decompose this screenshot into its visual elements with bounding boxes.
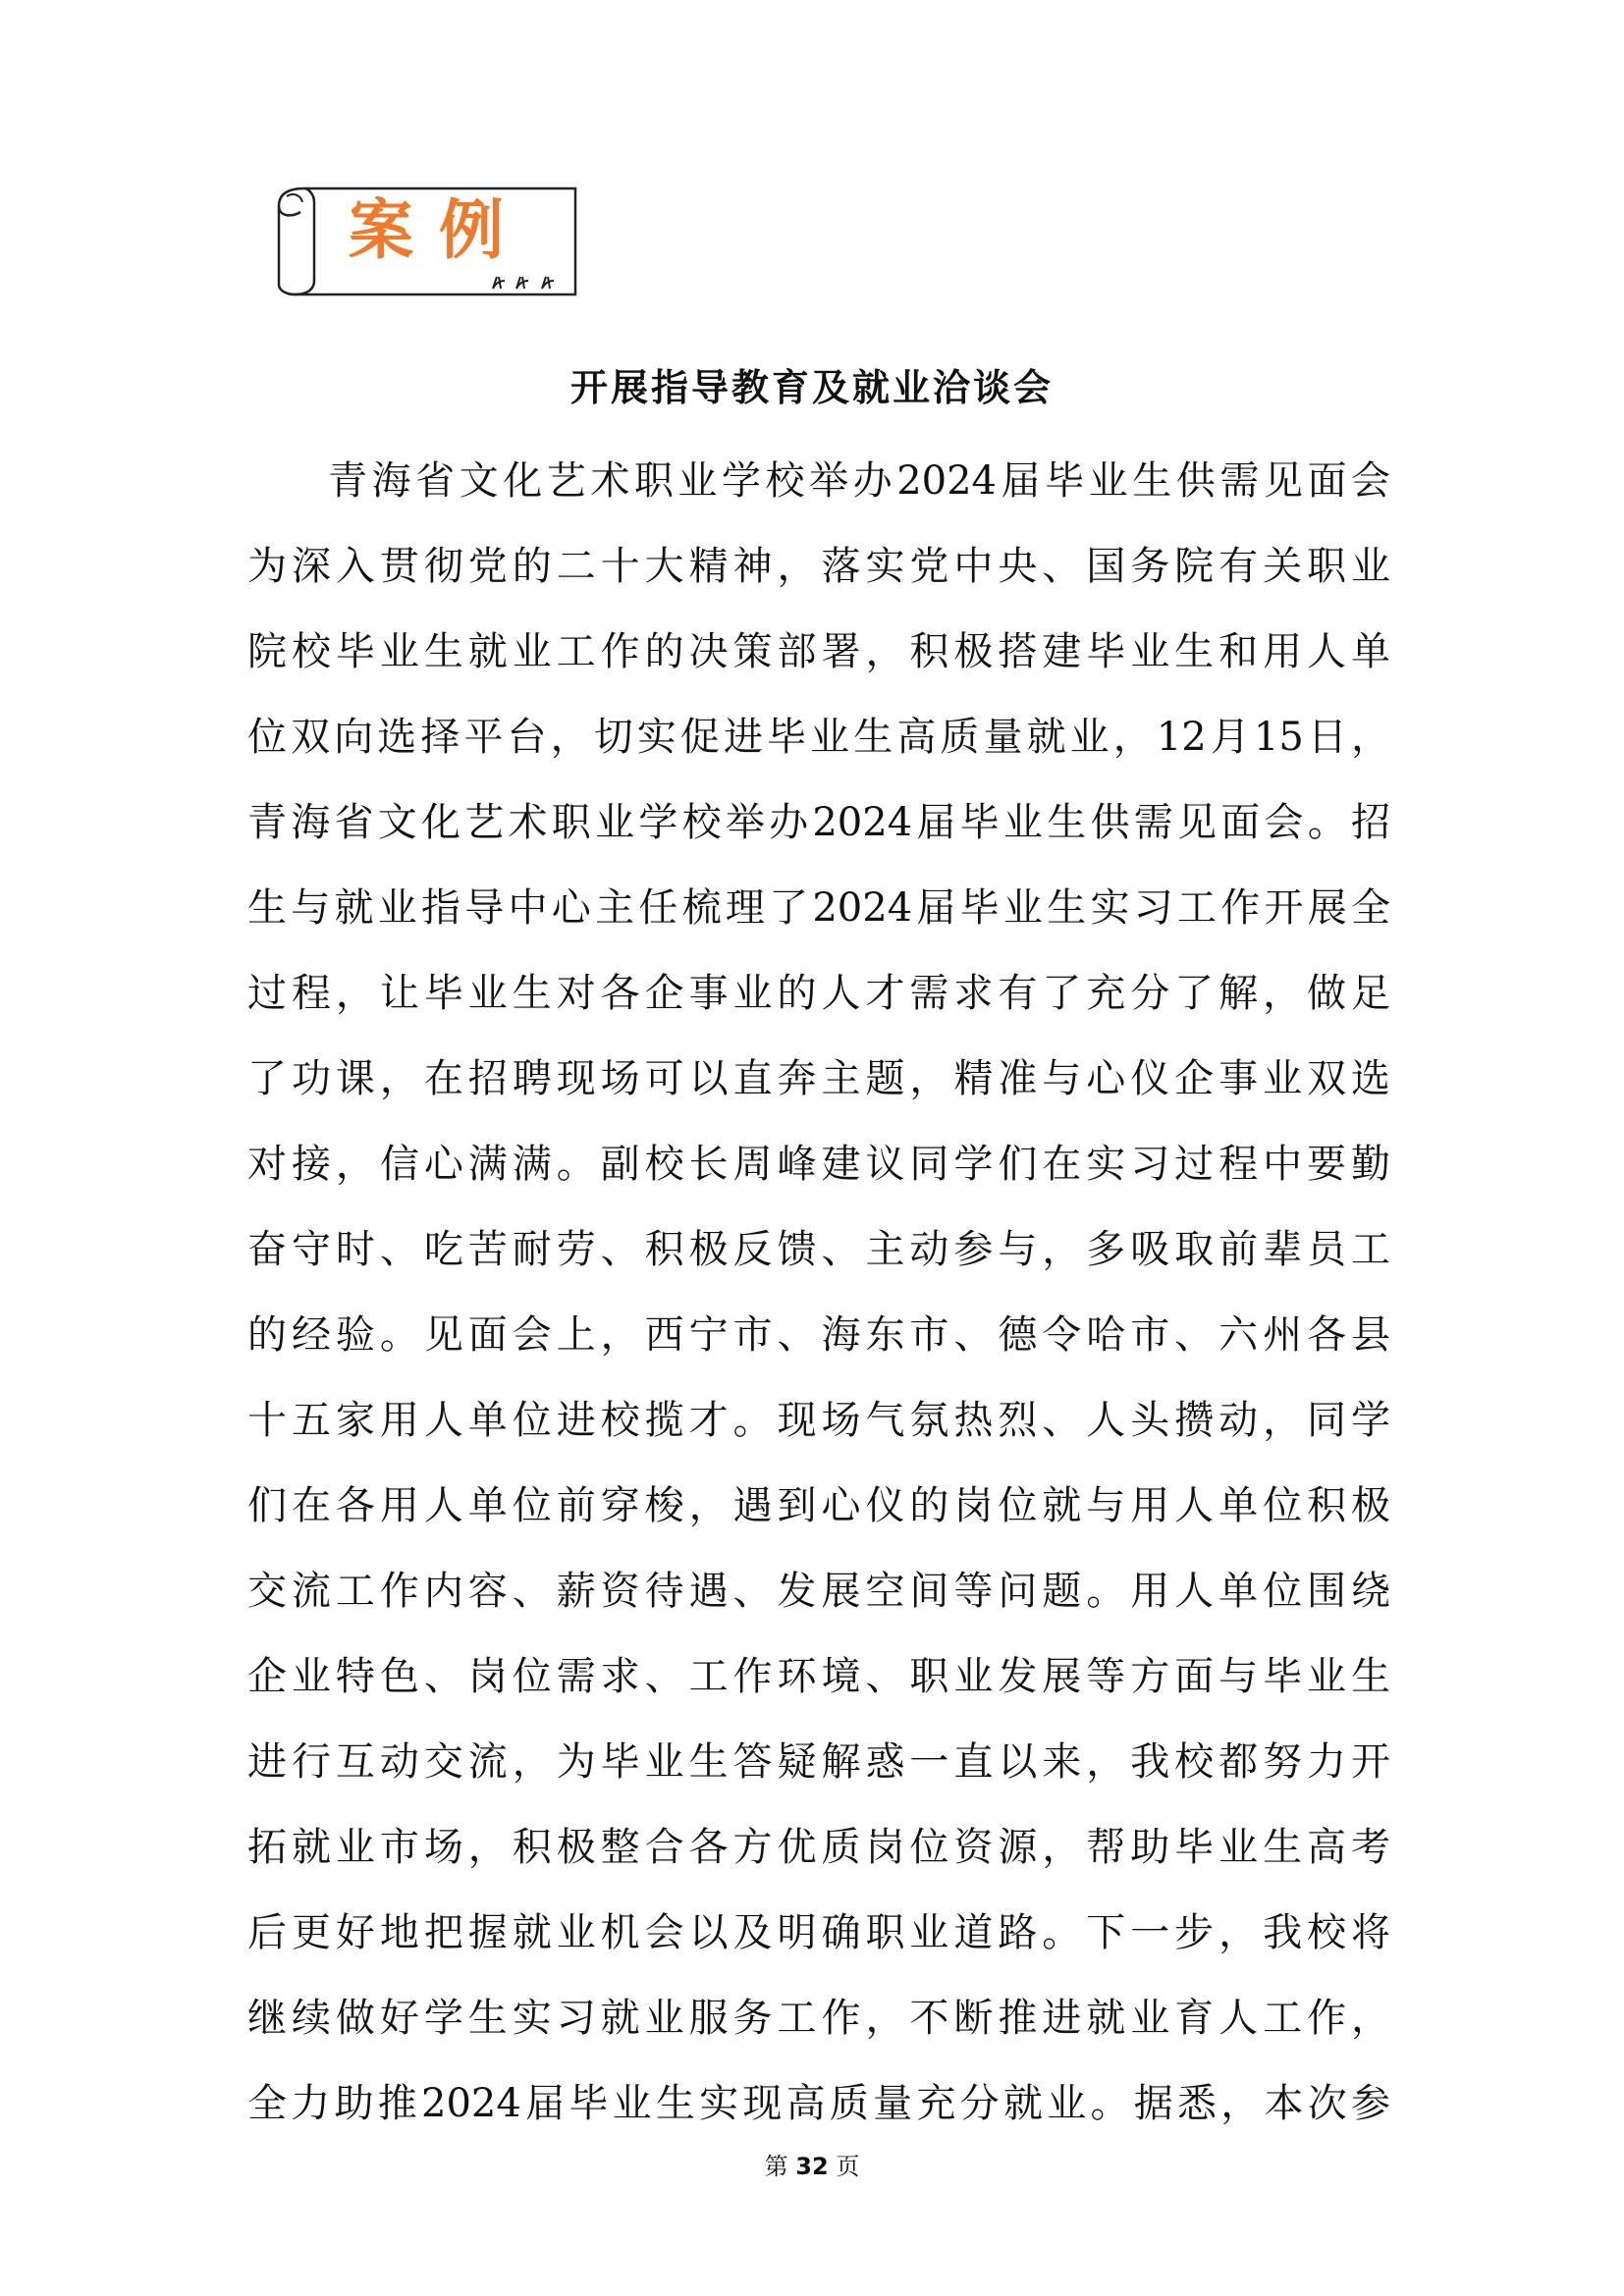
body-line: 奋守时、吃苦耐劳、积极反馈、主动参与，多吸取前辈员工	[247, 1227, 1390, 1272]
body-line: 院校毕业生就业工作的决策部署，积极搭建毕业生和用人单	[247, 629, 1390, 674]
page-footer-suffix: 页	[836, 2153, 860, 2180]
body-line: 位双向选择平台，切实促进毕业生高质量就业，12月15日，	[247, 715, 1390, 760]
body-line: 交流工作内容、薪资待遇、发展空间等问题。用人单位围绕	[247, 1569, 1390, 1614]
case-badge-label: 案例	[349, 192, 529, 268]
grass-ornament-icon	[493, 277, 554, 289]
body-line: 进行互动交流，为毕业生答疑解惑一直以来，我校都努力开	[247, 1739, 1390, 1785]
body-line: 了功课，在招聘现场可以直奔主题，精准与心仪企事业双选	[247, 1056, 1390, 1101]
body-line: 的经验。见面会上，西宁市、海东市、德令哈市、六州各县	[247, 1312, 1390, 1358]
body-line: 对接，信心满满。副校长周峰建议同学们在实习过程中要勤	[247, 1142, 1390, 1187]
page-footer	[0, 2155, 1624, 2178]
body-line: 继续做好学生实习就业服务工作，不断推进就业育人工作，	[247, 1996, 1390, 2041]
page-number: 32	[795, 2153, 829, 2180]
body-line: 过程，让毕业生对各企事业的人才需求有了充分了解，做足	[247, 971, 1390, 1016]
body-line: 拓就业市场，积极整合各方优质岗位资源，帮助毕业生高考	[247, 1825, 1390, 1870]
body-line: 青海省文化艺术职业学校举办2024届毕业生供需见面会	[328, 458, 1390, 504]
body-line: 们在各用人单位前穿梭，遇到心仪的岗位就与用人单位积极	[247, 1483, 1390, 1528]
article-title: 开展指导教育及就业洽谈会	[569, 366, 1054, 409]
page-footer-prefix: 第	[764, 2153, 788, 2180]
body-line: 为深入贯彻党的二十大精神，落实党中央、国务院有关职业	[247, 544, 1390, 589]
body-line: 企业特色、岗位需求、工作环境、职业发展等方面与毕业生	[247, 1654, 1390, 1699]
body-line: 青海省文化艺术职业学校举办2024届毕业生供需见面会。招	[247, 800, 1390, 845]
body-line: 全力助推2024届毕业生实现高质量充分就业。据悉，本次参	[247, 2081, 1390, 2126]
case-badge	[265, 183, 577, 298]
body-line: 十五家用人单位进校揽才。现场气氛热烈、人头攒动，同学	[247, 1398, 1390, 1443]
body-line: 后更好地把握就业机会以及明确职业道路。下一步，我校将	[247, 1910, 1390, 1955]
body-line: 生与就业指导中心主任梳理了2024届毕业生实习工作开展全	[247, 885, 1390, 931]
